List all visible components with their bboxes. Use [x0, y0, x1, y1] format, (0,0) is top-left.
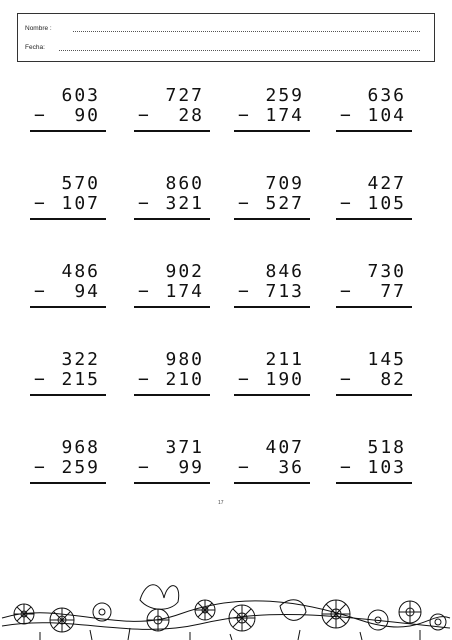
subtraction-problem [30, 350, 106, 400]
answer-line[interactable] [30, 130, 106, 132]
answer-line[interactable] [336, 394, 412, 396]
flower-border-icon [2, 585, 450, 640]
minuend: 486 [61, 261, 100, 282]
answer-line[interactable] [336, 218, 412, 220]
flower-border-illustration [0, 540, 452, 640]
subtraction-problem [234, 174, 310, 224]
minuend: 968 [61, 437, 100, 458]
subtrahend: 82 [380, 369, 406, 390]
answer-line[interactable] [234, 130, 310, 132]
minus-sign: − [238, 105, 249, 126]
subtrahend: 28 [178, 105, 204, 126]
subtrahend: 77 [380, 281, 406, 302]
subtraction-problem [336, 262, 412, 312]
minuend: 371 [165, 437, 204, 458]
answer-line[interactable] [234, 306, 310, 308]
minus-sign: − [238, 193, 249, 214]
subtrahend: 94 [74, 281, 100, 302]
minus-sign: − [238, 457, 249, 478]
answer-line[interactable] [30, 394, 106, 396]
minus-sign: − [34, 281, 45, 302]
minus-sign: − [340, 281, 351, 302]
subtraction-problem [336, 350, 412, 400]
minuend: 860 [165, 173, 204, 194]
answer-line[interactable] [134, 130, 210, 132]
subtraction-problem [30, 262, 106, 312]
subtraction-problem [134, 438, 210, 488]
minus-sign: − [340, 193, 351, 214]
subtraction-problem [336, 174, 412, 224]
minus-sign: − [138, 457, 149, 478]
minuend: 570 [61, 173, 100, 194]
subtrahend: 107 [61, 193, 100, 214]
subtraction-problem [134, 350, 210, 400]
subtrahend: 104 [367, 105, 406, 126]
subtrahend: 174 [165, 281, 204, 302]
name-label: Nombre : [25, 25, 52, 32]
subtrahend: 259 [61, 457, 100, 478]
subtraction-problem [134, 174, 210, 224]
subtraction-problem [134, 262, 210, 312]
subtrahend: 105 [367, 193, 406, 214]
subtrahend: 527 [265, 193, 304, 214]
subtraction-problem [234, 350, 310, 400]
minus-sign: − [34, 193, 45, 214]
minuend: 846 [265, 261, 304, 282]
subtraction-problem [336, 86, 412, 136]
minuend: 902 [165, 261, 204, 282]
answer-line[interactable] [30, 218, 106, 220]
subtraction-problem [336, 438, 412, 488]
minus-sign: − [138, 281, 149, 302]
answer-line[interactable] [234, 394, 310, 396]
subtrahend: 321 [165, 193, 204, 214]
minus-sign: − [138, 369, 149, 390]
subtrahend: 210 [165, 369, 204, 390]
subtraction-problem [30, 86, 106, 136]
page-number: 17 [218, 500, 224, 506]
subtrahend: 215 [61, 369, 100, 390]
subtrahend: 713 [265, 281, 304, 302]
minus-sign: − [238, 369, 249, 390]
minus-sign: − [138, 193, 149, 214]
answer-line[interactable] [134, 394, 210, 396]
subtrahend: 190 [265, 369, 304, 390]
subtrahend: 103 [367, 457, 406, 478]
minuend: 145 [367, 349, 406, 370]
subtraction-problem [134, 86, 210, 136]
answer-line[interactable] [234, 482, 310, 484]
minuend: 636 [367, 85, 406, 106]
minus-sign: − [34, 457, 45, 478]
minus-sign: − [340, 369, 351, 390]
minuend: 259 [265, 85, 304, 106]
subtraction-problem [234, 86, 310, 136]
minuend: 730 [367, 261, 406, 282]
answer-line[interactable] [336, 482, 412, 484]
minuend: 211 [265, 349, 304, 370]
minus-sign: − [138, 105, 149, 126]
minuend: 322 [61, 349, 100, 370]
minus-sign: − [340, 457, 351, 478]
minus-sign: − [238, 281, 249, 302]
minuend: 980 [165, 349, 204, 370]
answer-line[interactable] [336, 306, 412, 308]
answer-line[interactable] [134, 482, 210, 484]
answer-line[interactable] [134, 306, 210, 308]
answer-line[interactable] [336, 130, 412, 132]
minus-sign: − [340, 105, 351, 126]
answer-line[interactable] [30, 306, 106, 308]
minus-sign: − [34, 369, 45, 390]
minuend: 603 [61, 85, 100, 106]
minuend: 709 [265, 173, 304, 194]
answer-line[interactable] [30, 482, 106, 484]
answer-line[interactable] [234, 218, 310, 220]
minuend: 407 [265, 437, 304, 458]
subtraction-problem [234, 438, 310, 488]
answer-line[interactable] [134, 218, 210, 220]
subtrahend: 99 [178, 457, 204, 478]
minuend: 427 [367, 173, 406, 194]
minuend: 727 [165, 85, 204, 106]
date-label: Fecha: [25, 44, 45, 51]
subtraction-problem [30, 438, 106, 488]
minuend: 518 [367, 437, 406, 458]
subtrahend: 36 [278, 457, 304, 478]
subtraction-problem [30, 174, 106, 224]
subtrahend: 174 [265, 105, 304, 126]
subtrahend: 90 [74, 105, 100, 126]
minus-sign: − [34, 105, 45, 126]
subtraction-problem [234, 262, 310, 312]
